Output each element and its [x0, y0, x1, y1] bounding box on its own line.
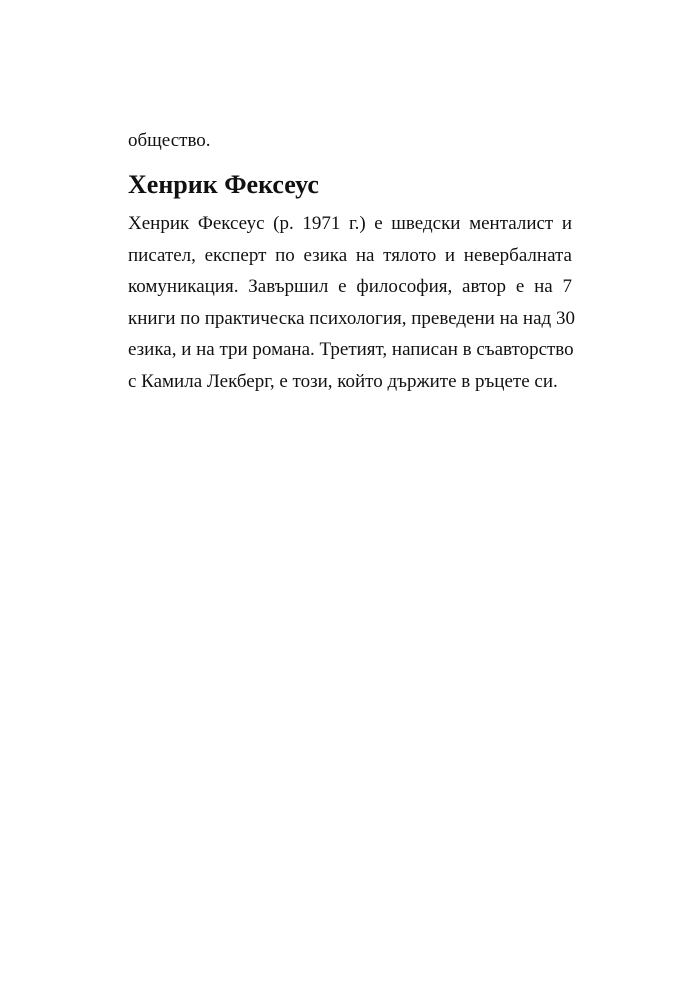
paragraph-line: писател, експерт по езика на тялото и невербалната [128, 244, 572, 266]
paragraph-line: езика, и на три романа. Третият, написан в съавторство [128, 339, 574, 360]
paragraph-line: Хенрик Фексеус (р. 1971 г.) е шведски менталист и [128, 213, 572, 234]
paragraph-line: книги по практическа психология, преведени на над 30 [128, 307, 575, 329]
bio-paragraph [128, 208, 575, 397]
paragraph-line: с Камила Лекберг, е този, който държите в ръцете си. [128, 370, 558, 392]
section-heading: Хенрик Фексеус [128, 170, 319, 199]
carry-over-text: общество. [128, 130, 211, 151]
paragraph-line: комуникация. Завършил е философия, автор е на 7 [128, 276, 572, 297]
